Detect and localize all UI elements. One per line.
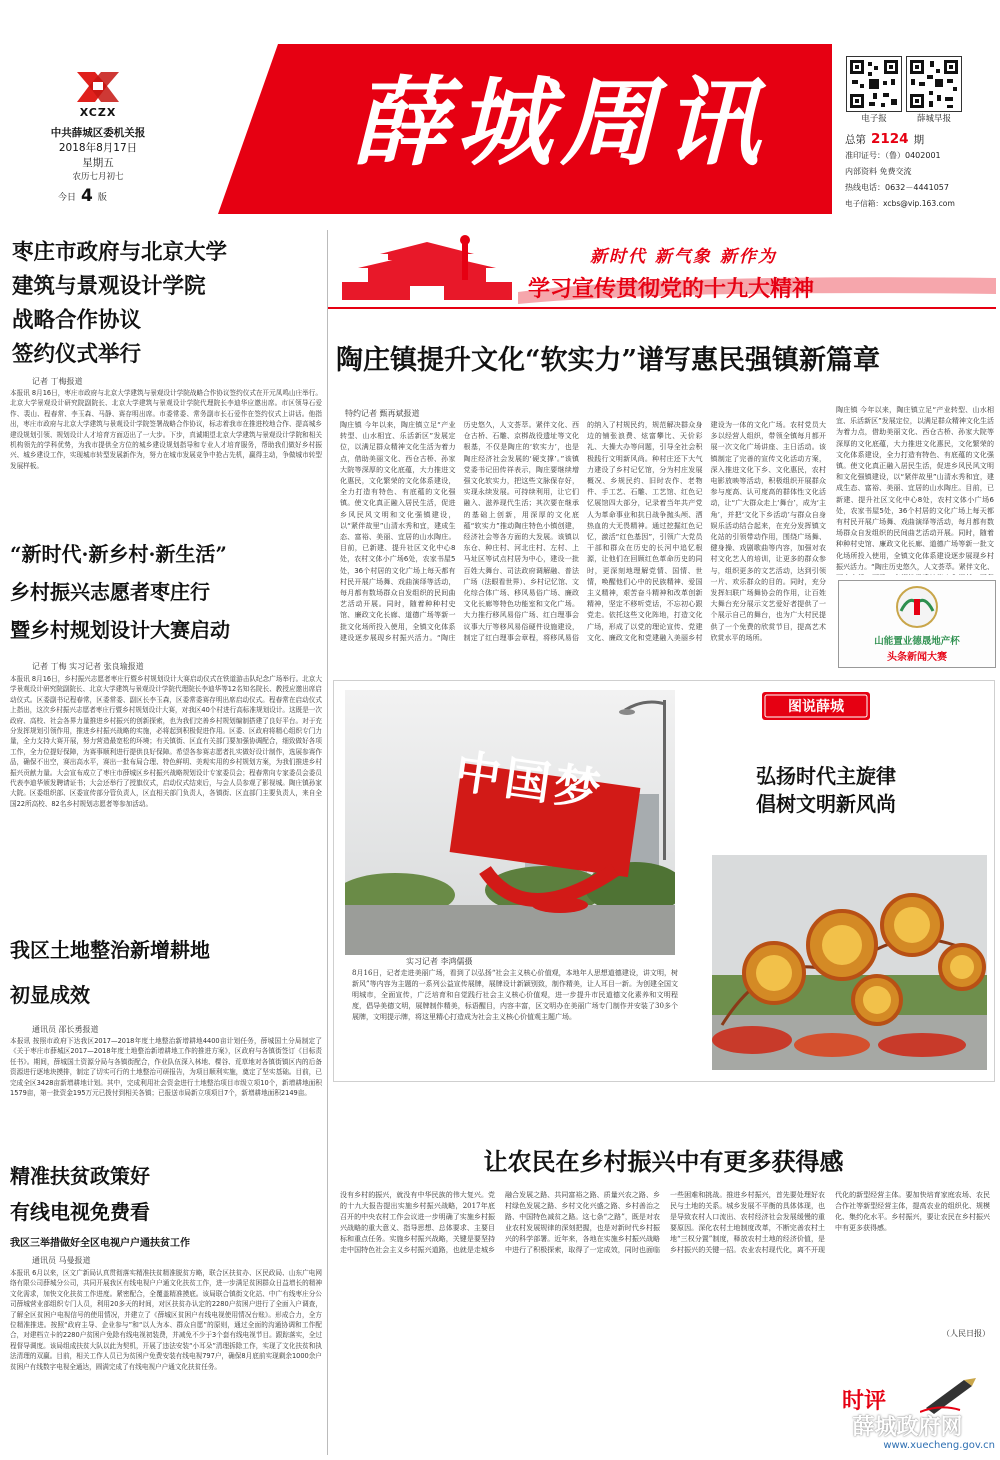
- internal-notice: 内部资料 免费交流: [845, 167, 912, 176]
- watermark-url: www.xuecheng.gov.cn: [883, 1440, 995, 1451]
- paper-name: 薛城周讯: [352, 66, 768, 179]
- lead-story-body-text: 陶庄镇 今年以来，陶庄镇立足“产业转型、山水相宜、乐活新区”发展定位，以满足群众精神文化生活为着力点，借助美丽文化、西仓古桥、孙家大院等深厚的文化底蕴，大力推进文化惠民，文化繁荣的文化体系建设，全力打造有特色、有底蕴的文化强镇。使文化真正融入居民生活，促进乡风民风文明和文化强镇建设，以“紧伴故里”山清水秀和宜，建成生态、富裕、美丽、宜居的山水陶庄。目前，已新建、提升社区文化中心8处，农村文体小广场6处，农家书屋5处，36个村居的文化广场上每天都有村民开展广场舞、戏曲演绎等活动，每月都有数场群众自发组织的民间曲艺活动开展。同时，随着种种村史馆、廉政文化长廊、道德广场等新一批文化场所投入使用，全镇文化体系建设逐步展现乡村振兴活力。“陶庄历史悠久，人文荟萃。紧伴文化、: [836, 406, 994, 571]
- issue-value: 2124: [871, 131, 909, 147]
- byline: 通讯员 马曼报道: [32, 1256, 91, 1265]
- sign-text: 中国梦: [451, 743, 608, 819]
- ad-caption-top: 山能置业德晟地产杯: [874, 636, 960, 647]
- photo-feature-title: [756, 762, 956, 818]
- issue-number: [845, 131, 985, 147]
- issue-suffix: 期: [913, 134, 925, 146]
- title-line: 初显成效: [10, 983, 90, 1007]
- byline: 记者 丁梅 实习记者 张良瑜报道: [32, 662, 144, 671]
- publisher: 中共薛城区委机关报: [50, 127, 146, 139]
- banner-slogan: 新时代 新气象 新作为: [590, 247, 777, 267]
- ad-logo-icon: [839, 581, 995, 635]
- article-body: 本报讯 8月16日，乡村振兴志愿者枣庄行暨乡村规划设计大赛启动仪式在铁道游击队纪念广场举行。北京大学景观设计研究院副院长、北京大学建筑与景观设计学院代理院长李迪华等12名知名院长、教授应邀出席启动仪式。区委副书记程春常，区委常委、副区长李玉森，区委常委赛存明出席启动仪式。程春常在启动仪式上指出，这次乡村振兴志愿者枣庄行暨乡村规划设计大赛，对我区40个村进行高标准规划设计。这既是一次政府、高校、社会各界力量推进乡村振兴的创新探索，也为我们完善乡村规划编制搭建了良好平台。对于充分发挥规划引领作用，推进乡村振兴战略的实施，必将起到积极促进作用。区委、区政府将精心组织专门力量，全力支持大赛开展，努力营造最宽松的环境；有关镇街、区直有关部门要加强协调配合，细致做好各项工作，全力位提好保障，为赛事顺利进行提供良好保障。希望各参赛志愿者扎实做好设计制作，选展参赛作品，确保不出空，赛出高水平，赛出一批布局合理、特色鲜明、美观实用的乡村规划方案，为我们推进乡村振兴贡献力量。大会宣布成立了枣庄市薛城区乡村振兴战略规划设计专家委员会；程春常向专家委员会委员代表李迪华颁发聘请证书；大会还举行了授旗仪式，启动仪式结束后，与会人员参观了影视城。陶庄镇孙家大院。区委组织部、区委宣传部分管负责人，区直相关部门负责人，各镇街、区直部门主要负责人，来自全国22所高校、82名乡村规划志愿者等参加活动。: [10, 675, 322, 808]
- pages-suffix: 版: [97, 192, 107, 203]
- title-line: 枣庄市政府与北京大学: [12, 240, 228, 265]
- bottom-story-body: 没有乡村的振兴，就没有中华民族的伟大复兴。党的十九大报告提出实施乡村振兴战略，2017年底召开的中央农村工作会议进一步明确了实施乡村振兴战略的重大意义、指导思想、总体要求、主要目标和重点任务。实施乡村振兴战略，关键是要坚持走中国特色社会主义乡村振兴道路，也就是走城乡融合发展之路、共同富裕之路、质量兴农之路、乡村绿色发展之路、乡村文化兴盛之路、乡村善治之路、中国特色减贫之路。这七条“之路”，既是对农业农村发展规律的深刻把握，也是对新时代乡村振兴的科学部署。近年来，各地在实施乡村振兴战略中进行了积极探索，取得了一定成效，同时也面临一些困难和挑战。推进乡村振兴，首先要处理好农民与土地的关系。城乡发展不平衡的具体体现，也是导致农村人口流出、农村经济社会发展缓慢的重要原因。深化农村土地制度改革，不断完善农村土地“三权分置”制度，释放农村土地的经济价值，是乡村振兴的关键一招。农业农村现代化，离不开现代化的新型经营主体。要加快培育家庭农场、农民合作社等新型经营主体，提高农业的组织化、规模化、集约化水平。乡村振兴，要让农民在乡村振兴中有更多获得感。: [340, 1191, 990, 1254]
- lead-story-body-continued: [836, 405, 994, 575]
- title-line: 有线电视免费看: [10, 1200, 150, 1224]
- page-count: [58, 186, 138, 206]
- section-tag-label: 图说薛城: [788, 699, 844, 715]
- byline: 通讯员 邵长勇报道: [32, 1025, 99, 1034]
- commentary-tag: 时评: [842, 1389, 887, 1414]
- weekday: 星期五: [82, 157, 114, 169]
- qr-code-epaper[interactable]: [846, 56, 902, 112]
- lead-story-body: 陶庄镇 今年以来，陶庄镇立足“产业转型、山水相宜、乐活新区”发展定位，以满足群众精神文化生活为着力点，借助美丽文化、西仓古桥、孙家大院等深厚的文化底蕴，大力推进文化惠民，文化繁荣的文化体系建设，全力打造有特色、有底蕴的文化强镇。使文化真正融入居民生活，促进乡风民风文明和文化强镇建设，以“紧伴故里”山清水秀和宜，建成生态、富裕、美丽、宜居的山水陶庄。目前，已新建、提升社区文化中心8处，农村文体小广场6处，农家书屋5处，36个村居的文化广场上每天都有村民开展广场舞、戏曲演绎等活动，每月都有数场群众自发组织的民间曲艺活动开展。同时，随着种种村史馆、廉政文化长廊、道德广场等新一批文化场所投入使用，全镇文化体系建设逐步展现乡村振兴活力。“陶庄历史悠久，人文荟萃。紧伴文化、西仓古桥、石雕、京梆战役遗址等文化根基，不仅是陶庄的‘软实力’，也是陶庄经济社会发展的‘硬支撑’。”该镇党委书记田传祥表示，陶庄要继续增强文化软实力，把这些文脉保存好，实现永续发展。可持续利用，让它们融入、滋养现代生活；其次要在继承的基础上创新，用深厚的文化底蕴“软实力”推动陶庄特色小镇创建，经济社会等各方面的大发展。该镇以东仓、种庄村、河北庄村、左村、上马址区等试点村居为中心，建设一批百姓大舞台、司法政府调解融、普法广场（法眼看世界）、乡村记忆馆、文化综合体广场、移风易俗广场、廉政文化长廊等特色功能室和文化广场。大力推行移风易俗广场、红白理事会议事大厅等移风易俗硬件设施建设，制定了红白理事会章程，将移风易俗的纳入了村规民约，规范解决群众身边的铺张浪费、炫富攀比、天价彩礼、大操大办等问题，引导全社会积极践行文明新风尚。种村庄还下大气力建设了乡村记忆馆，分为村庄发展概况、乡规民约、旧时农作、老物件、手工艺、石雕、工艺馆、红色记忆展馆四大部分，记录着当年共产党人为革命事业和抗日战争抛头颅、洒热血的大无畏精神。通过挖掘红色记忆，激活“红色基因”，引领广大党员干部和群众在历史的长河中追忆根源，让他们在回顾红色革命历史的同时，更深刻地理解党情、国情、世情，唤醒他们心中的民族精神、爱国主义精神，艰苦奋斗精神和改革创新精神，坚定不移听党话，不忘初心跟党走。依托这些文化阵地，打造文化广场，形成了以党的理论宣传、党建文化、廉政文化和党建融入美丽乡村建设为一体的文化广场。农村党员大多以经营人组织，带领全镇每月都开展一次文化广场讲座、主日活动。该镇制定了完善的宣传文化活动方案，深入推进文化下乡、文化惠民，农村电影放映等活动，积极组织开展群众参与度高、认可度高的群体性文化活动，让“广大群众走上‘舞台’，成为‘主角’，并把‘文化下乡活动’与群众自身娱乐活动结合起来，在充分发挥镇文化站的引领带动作用，围绕广场舞、健身操、戏剧歌曲等内容，加强对农村文化艺人的培训，让更多的群众参与，组织更多的文艺活动，达到引领一片、欢乐群众的目的。同时，充分发挥妇联广场舞协会的作用，让百姓大舞台充分展示文艺爱好者提供了一个展示自己的舞台，也为广大村民提供了一个免费的欣赏节目，提高艺术欣赏水平的场所。: [340, 421, 826, 642]
- title-line: 我区土地整治新增耕地: [10, 938, 210, 962]
- title-line: “新时代·新乡村·新生活”: [10, 542, 227, 566]
- article-title: [12, 236, 317, 372]
- ad-caption-bottom: 头条新闻大赛: [887, 652, 947, 663]
- article-body: 本报讯 按照市政府下达我区2017—2018年度土地整治新增耕地4400亩计划任务，薛城国土分局制定了《关于枣庄市薛城区2017—2018年度土地整治新增耕地工作的推进方案》，区政府与各镇街签订《目标责任书》。期间，薛城国土资源分局与各镇街配合，作业队伍深入林地、棵谷、荒草地对各镇街镇区内的后备资源进行逐地块摸排，制定了切实可行的土地整治可研报告，为项目顺利实施，奠定了坚实基础。目前，已完成全区3428亩新增耕地计划。其中，完成利用社会资金进行土地整治项目市级立项10个，新增耕地面积1579亩，第一批资金195万元已拨付到相关各镇；已报送市局新立项项目7个，新增耕地面积2149亩。: [10, 1037, 322, 1098]
- article-title: [10, 535, 320, 649]
- pages-number: 4: [81, 186, 93, 206]
- byline: 特约记者 甄再斌报道: [345, 409, 420, 418]
- title-line: 签约仪式举行: [12, 342, 142, 367]
- logo-icon: [73, 68, 123, 106]
- lunar-date: 农历七月初七: [72, 172, 124, 182]
- qr-label-morning-paper: 薛城早报: [916, 114, 951, 124]
- title-line: 暨乡村规划设计大赛启动: [10, 618, 230, 642]
- logo-text: XCZX: [79, 106, 117, 119]
- pen-icon: [920, 1374, 980, 1414]
- byline: 记者 丁梅报道: [32, 377, 83, 386]
- article-title: [10, 928, 320, 1018]
- article-body: 本报讯 8月16日，枣庄市政府与北京大学建筑与景观设计学院战略合作协议签约仪式在开元凤鸣山庄举行。北京大学景观设计研究院副院长、北京大学建筑与景观设计学院代理院长李迪华应邀出席。市区领导石爱作、裴山、程春常、李玉森、马静、赛存明出席。市委常委、常务副市长石爱作在签约仪式上讲话。他指出，枣庄市政府与北京大学建筑与景观设计学院签署战略合作协议，标志着我市在推进校地合作、提高城乡建设规划引领、规划设计人才培育方面迈出了一大步。下步，真诚期望北京大学建筑与景观设计学院和相关机构领先的学科优势，为我市提供全方位的城乡建设规划指导和专业人才培育服务，帮助我们做好乡村振兴、城乡建设工作，实现城市转型发展新作为，努力在城市发展竞争中抢占先机，赢得主动，争做城市转型发展样板。: [10, 389, 322, 470]
- banner-theme: 学习宣传贯彻党的十九大精神: [528, 277, 815, 302]
- photo-value-medallions[interactable]: [712, 855, 987, 1070]
- print-permit: 准印证号：（鲁）0402001: [845, 151, 941, 160]
- bottom-story-title: 让农民在乡村振兴中有更多获得感: [483, 1147, 844, 1176]
- hotline: 热线电话：0632－4441057: [845, 183, 949, 192]
- title-line: 战略合作协议: [12, 308, 142, 333]
- article-subtitle: 我区三举措做好全区电视户户通扶贫工作: [10, 1238, 190, 1249]
- title-line: 建筑与景观设计学院: [12, 274, 206, 299]
- issue-label: 总第: [845, 134, 866, 146]
- photo-china-dream-sign[interactable]: [345, 690, 675, 955]
- article-body: 本报讯 6月以来，区文广新局认真贯彻落实精准扶贫精准脱贫方略，联合区扶贫办、区民政局、山东广电网络有限公司薛城分公司，共同开展我区有线电视户户通文化扶贫工作，进一步满足贫困群众日益增长的精神文化需求，加快文化扶贫工作进度。紧密配合，全覆盖精准摸底。该局联合镇街文化站、中广有线枣庄分公司薛城营业部组织专门人员，利用20多天的时间，对区扶贫办认定的2280户贫困户进行了全面入户调查，了解全区贫困户电视信号的使用情况，并建立了《薛城区贫困户有线电视使用情况台账》。形成合力，全方位精准推进。按照“政府主导、企业参与”和“以人为本、群众自愿”的原则，通过全面的沟通协调和工作配合，对建档立卡的2280户贫困户免除有线电视初装费，并减免不少于3个套有线电视节目。跟踪落实，全过程督导调度。该局组成扶贫大队以此为契机，开展了违法安装“小耳朵”清理拆除工作，实现了文化扶贫和执法清理的双赢。目前，相关工作人员已为贫困户免费安装有线电视797户，确保8月底前实现剩余1000余户贫困户有线数字电视全通达，圆满完成了有线电视户户通文化扶贫任务。: [10, 1269, 322, 1371]
- qr-code-morning-paper[interactable]: [906, 56, 962, 112]
- ad-box[interactable]: [838, 580, 996, 668]
- photo-byline: 实习记者 李鸿儒摄: [406, 957, 473, 966]
- watermark-site-name: 薛城政府网: [852, 1415, 963, 1440]
- photo-caption: 8月16日，记者走进美丽广场，看到了以弘扬“社会主义核心价值观，本地年人思想道德建设，讲文明，树新风”等内容为主题的一系列公益宣传展牌，展牌设计新颖别致，制作精美，让人耳目一新。为创建全国文明城市，全面宣传，广泛培育和自觉践行社会主义核心价值观，进一步提升市民道德文化素养和文明程度，倡导美德文明，展牌制作精美，标语醒目，内容丰富，区文明办在美丽广场专门制作并安装了30多个展牌，文明提示牌，将这里精心打造成为社会主义核心价值观主题广场。: [352, 969, 678, 1021]
- article-title: [10, 1158, 320, 1230]
- qr-label-epaper: 电子报: [861, 114, 887, 124]
- title-line: 精准扶贫政策好: [10, 1164, 150, 1188]
- title-line: 乡村振兴志愿者枣庄行: [10, 580, 210, 604]
- pages-prefix: 今日: [58, 192, 77, 203]
- column-divider: [327, 230, 328, 1455]
- issue-date: 2018年8月17日: [58, 142, 138, 154]
- bottom-story-source: （人民日报）: [942, 1329, 990, 1338]
- lead-story-title: 陶庄镇提升文化“软实力”谱写惠民强镇新篇章: [336, 345, 881, 376]
- masthead: [0, 0, 1000, 220]
- title-line: 弘扬时代主旋律: [756, 764, 896, 788]
- email: 电子信箱：xcbs@vip.163.com: [845, 199, 955, 208]
- title-line: 倡树文明新风尚: [756, 792, 896, 816]
